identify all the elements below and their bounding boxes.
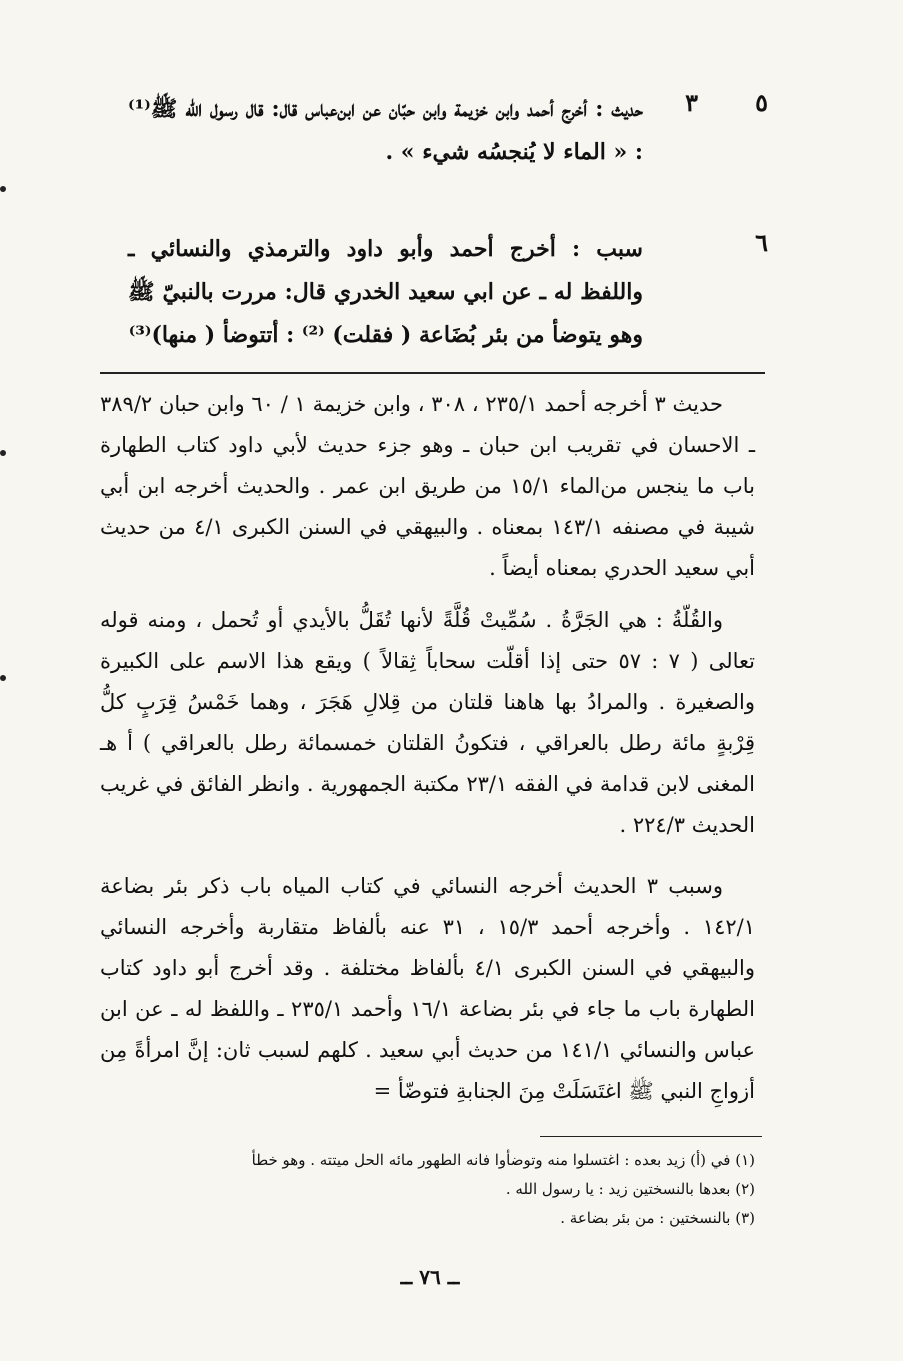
entry-number: ٥: [755, 88, 768, 117]
commentary-block: [100, 384, 755, 589]
section-divider: [100, 372, 765, 374]
entry-text: سبب : أخرج أحمد وأبو داود والترمذي والنسائي ـ واللفظ له ـ عن ابي سعيد الخدري قال: مررت بالنبيّ ﷺ وهو يتوضأ من بئر بُضَاعة ( فقلت) ⁽²⁾ : أتتوضأ ( منها)⁽³⁾: [128, 236, 643, 348]
commentary-paragraph: وسبب ٣ الحديث أخرجه النسائي في كتاب المياه باب ذكر بئر بضاعة ١٤٢/١ . وأخرجه أحمد ١٥/٣ ، ٣١ عنه بألفاظ متقاربة وأخرجه النسائي والبيهقي في السنن الكبرى ٤/١ بألفاظ مختلفة . وقد أخرج أبو داود كتاب الطهارة باب ما جاء في بئر بضاعة ١٦/١ وأحمد ٢٣٥/١ ـ واللفظ له ـ عن ابن عباس والنسائي ١٤١/١ من حديث أبي سعيد . كلهم لسبب ثان: إنَّ امرأةً مِن أزواجِ النبي ﷺ اغتَسَلَتْ مِنَ الجنابةِ فتوضّأ =: [100, 874, 756, 1103]
margin-mark: [0, 186, 6, 192]
commentary-block: [100, 600, 755, 846]
footnote: (٢) بعدها بالنسختين زيد : يا رسول الله .: [505, 1180, 755, 1198]
entry-number: ٦: [755, 228, 768, 257]
commentary-paragraph: والقُلّةُ : هي الجَرَّةُ . سُمِّيتْ قُلَّةً لأنها تُقَلُّ بالأيدي أو تُحمل ، ومنه قوله تعالى ( ٧ : ٥٧ حتى إذا أقلّت سحاباً ثِقالاً ) ويقع هذا الاسم على الكبيرة والصغيرة . والمرادُ بها هاهنا قلتان من قِلالِ هَجَرَ ، وهما خَمْسُ قِرَبٍ كلُّ قِرْبةٍ مائة رطل بالعراقي ، فتكونُ القلتان خمسمائة رطل بالعراقي ) أ هـ المغنى لابن قدامة في الفقه ٢٣/١ مكتبة الجمهورية . وانظر الفائق في غريب الحديث ٢٢٤/٣ .: [100, 608, 755, 837]
sabab-entry: [128, 228, 768, 357]
commentary-block: [100, 866, 755, 1112]
entry-text: حديث : أخرج أحمد وابن خزيمة وابن حبّان عن ابن‌عباس قال: قال رسول الله ﷺ⁽¹⁾ : « الماء لا يُنجسُه شيء » .: [128, 96, 643, 165]
footnotes: [135, 1146, 755, 1233]
hadith-entry: [128, 88, 768, 174]
footnote-divider: [540, 1136, 762, 1137]
margin-mark: [0, 675, 6, 681]
commentary-paragraph: حديث ٣ أخرجه أحمد ٢٣٥/١ ، ٣٠٨ ، وابن خزيمة ١ / ٦٠ وابن حبان ٣٨٩/٢ ـ الاحسان في تقريب ابن حبان ـ وهو جزء حديث لأبي داود كتاب الطهارة باب ما ينجس من‌الماء ١٥/١ من طريق ابن عمر . والحديث أخرجه ابن أبي شيبة في مصنفه ١٤٣/١ بمعناه . والبيهقي في السنن الكبرى ٤/١ من حديث أبي سعيد الحدري بمعناه أيضاً .: [100, 392, 755, 580]
footnote: (٣) بالنسختين : من بئر بضاعة .: [560, 1209, 755, 1227]
margin-mark: [0, 450, 6, 456]
entry-sub-number: ٣: [685, 88, 698, 117]
footnote: (١) في (أ) زيد بعده : اغتسلوا منه وتوضأوا فانه الطهور مائه الحل ميتته . وهو خطأ: [251, 1151, 755, 1169]
page-number: ــ ٧٦ ــ: [400, 1265, 460, 1289]
